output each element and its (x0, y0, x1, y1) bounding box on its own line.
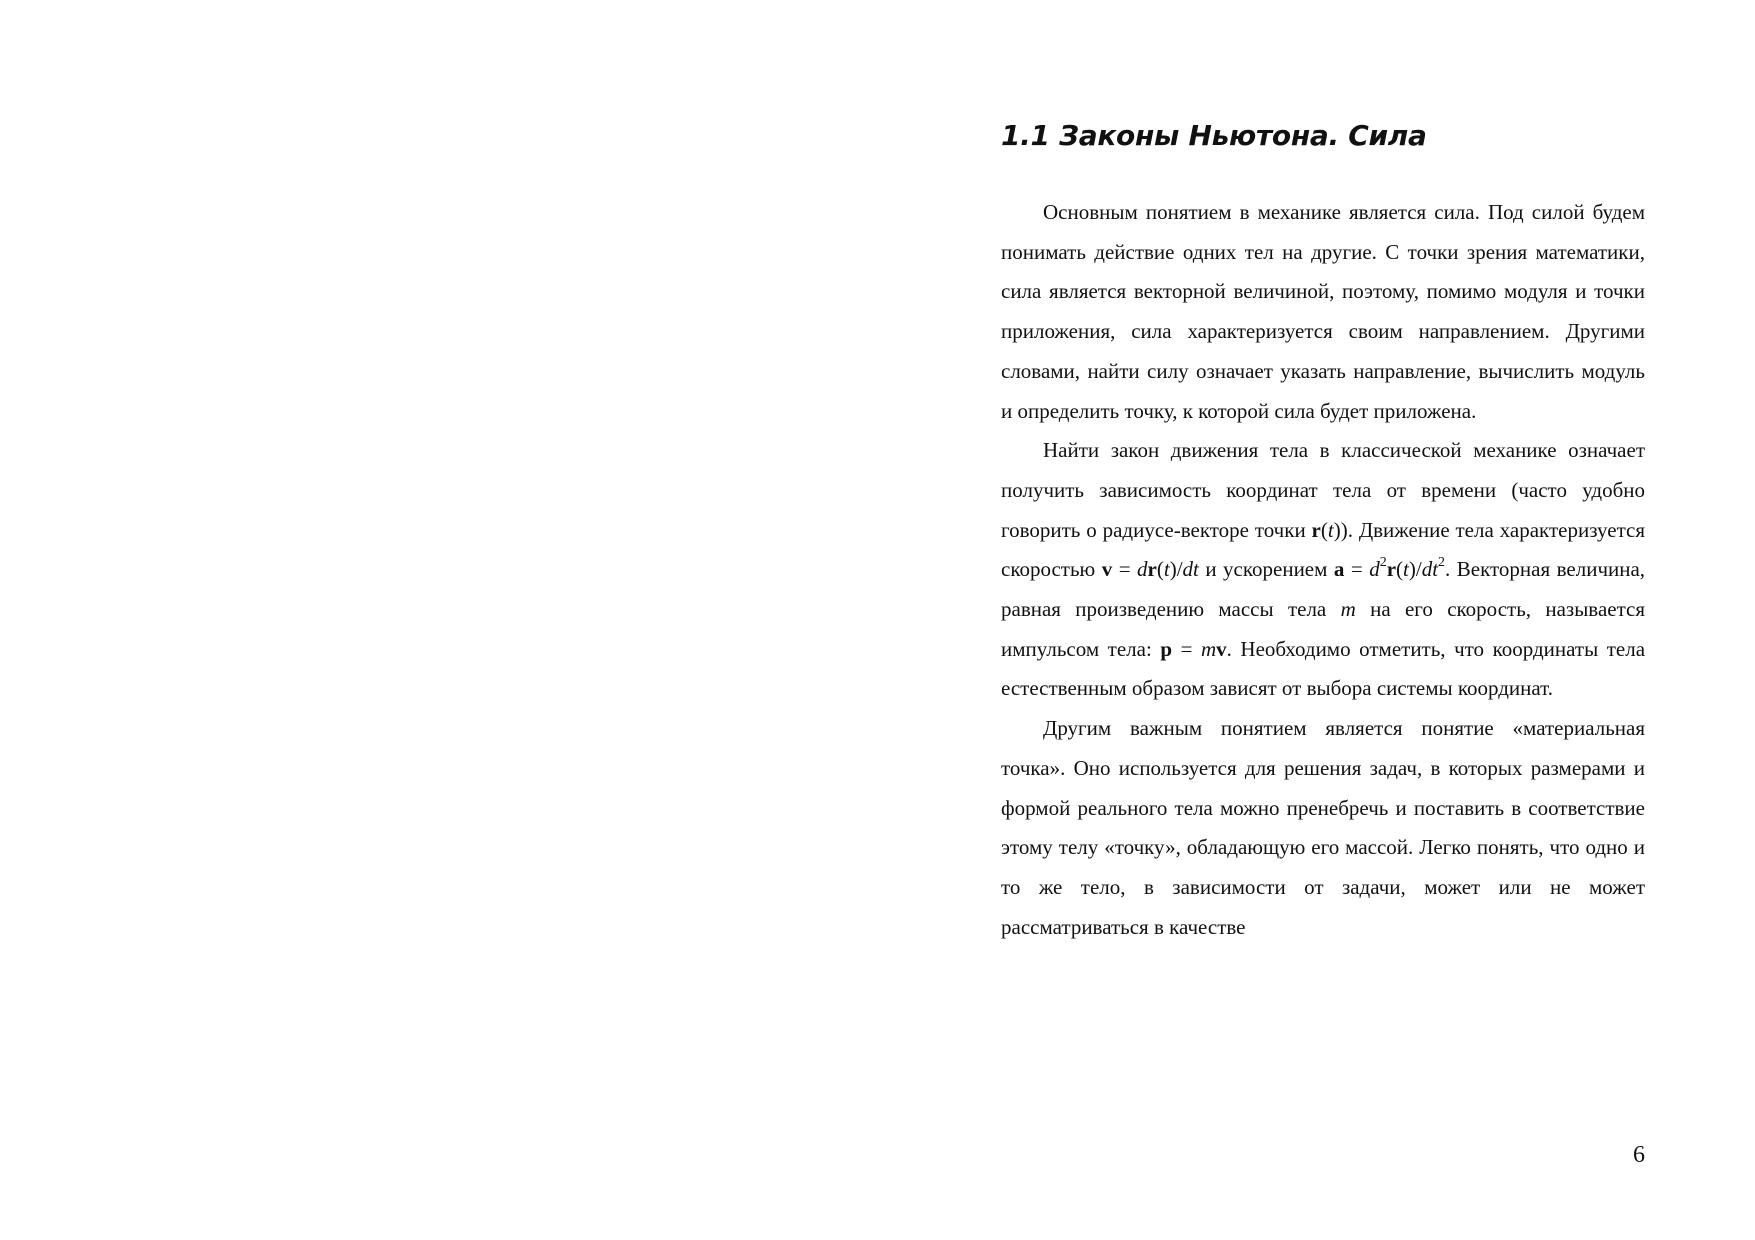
text-segment: . Необходимо отметить, что координаты тела естественным образом зависят от выбора системы координат. (1001, 636, 1646, 701)
formula-velocity: v = dr(t)/dt (1101, 557, 1199, 582)
page-number: 6 (1633, 1142, 1645, 1168)
body-text (1001, 193, 1645, 947)
text-segment: и ускорением (1198, 557, 1334, 582)
right-page (877, 0, 1755, 1240)
paragraph-law-of-motion (1001, 431, 1645, 709)
section-heading: 1.1 Законы Ньютона. Сила (1001, 119, 1427, 152)
formula-momentum: p = mv (1160, 636, 1227, 661)
text-segment: ). Движение тела характеризуется скоростью (1001, 517, 1645, 582)
paragraph-material-point: Другим важным понятием является понятие «материальная точка». Оно используется для решения задач, в которых размерами и формой реального тела можно пренебречь и поставить в соответствие этому телу «точку», обладающую его массой. Легко понять, что одно и то же тело, в зависимости от задачи, может или не может рассматриваться в качестве (1001, 716, 1645, 939)
formula-acceleration: $a = d^2r(t)/dt^2$ (1333, 555, 1446, 582)
formula-mass: m (1340, 597, 1356, 622)
formula-radius-vector: r(t) (1311, 517, 1341, 542)
text-segment: Найти закон движения тела в классической механике означает получить зависимость координат тела от времени (часто удобно говорить о радиусе-векторе точки (1001, 438, 1645, 542)
left-page-blank (0, 0, 877, 1240)
text-segment: на его скорость, называется импульсом тела: (1001, 597, 1646, 661)
text-segment: . Векторная величина, равная произведению массы тела (1001, 557, 1646, 622)
paragraph-force-definition: Основным понятием в механике является сила. Под силой будем понимать действие одних тел на другие. С точки зрения математики, сила является векторной величиной, поэтому, помимо модуля и точки приложения, сила характеризуется своим направлением. Другими словами, найти силу означает указать направление, вычислить модуль и определить точку, к которой сила будет приложена. (1001, 200, 1645, 423)
